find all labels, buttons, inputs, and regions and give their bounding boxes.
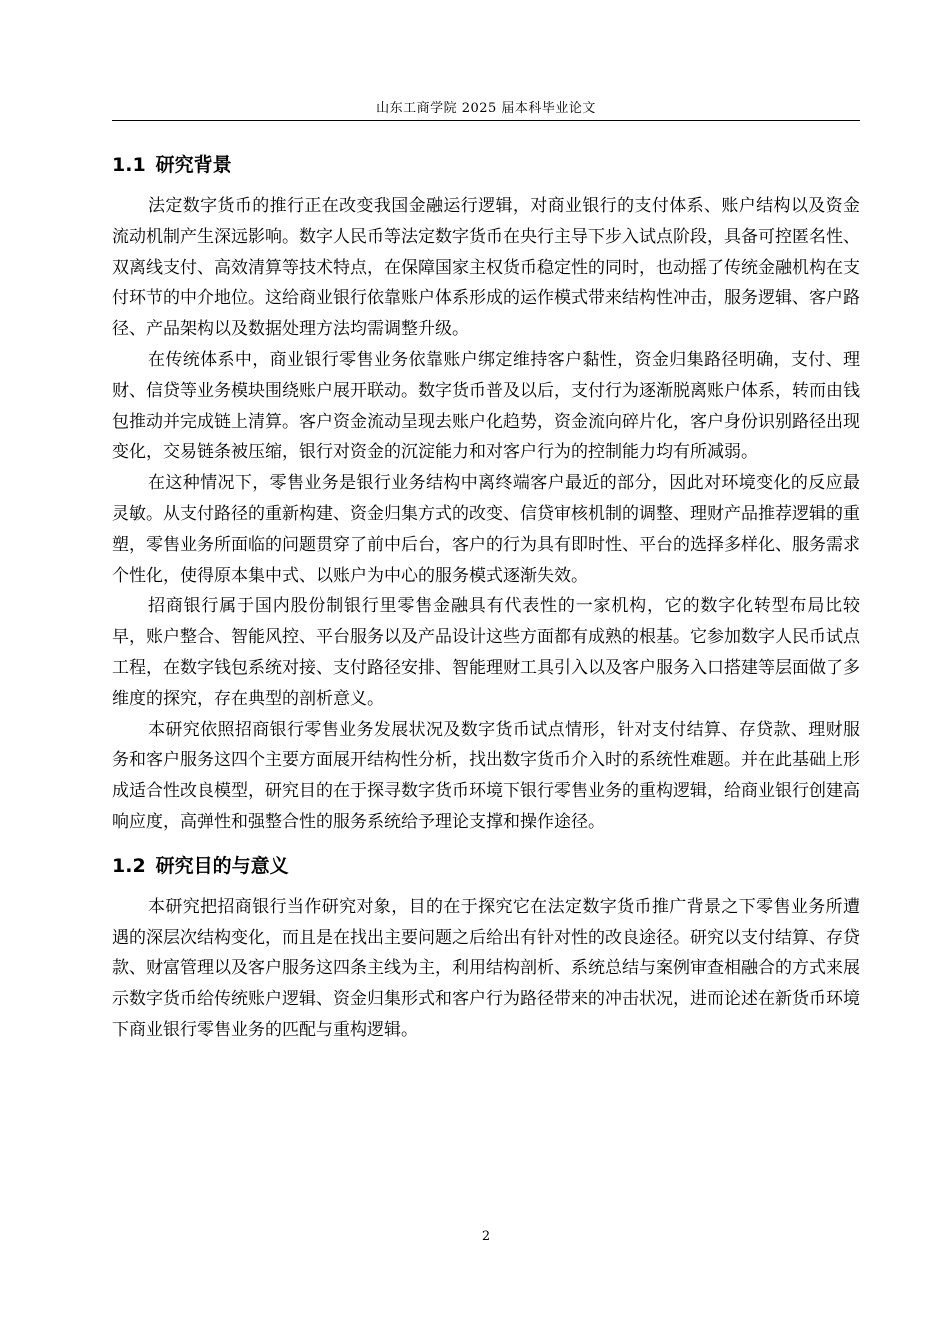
section-title: 研究目的与意义 [155,854,289,877]
paragraph: 招商银行属于国内股份制银行里零售金融具有代表性的一家机构，它的数字化转型布局比较早，账户整合、智能风控、平台服务以及产品设计这些方面都有成熟的根基。它参加数字人民币试点工程，在数字钱包系统对接、支付路径安排、智能理财工具引入以及客户服务入口搭建等层面做了多维度的探究，存在典型的剖析意义。 [112,596,860,709]
section-number: 1.1 [112,154,146,176]
paragraph: 本研究把招商银行当作研究对象，目的在于探究它在法定数字货币推广背景之下零售业务所遭遇的深层次结构变化，而且是在找出主要问题之后给出有针对性的改良途径。研究以支付结算、存贷款、财富管理以及客户服务这四条主线为主，利用结构剖析、系统总结与案例审查相融合的方式来展示数字货币给传统账户逻辑、资金归集形式和客户行为路径带来的冲击状况，进而论述在新货币环境下商业银行零售业务的匹配与重构逻辑。 [112,896,860,1040]
paragraph: 在传统体系中，商业银行零售业务依靠账户绑定维持客户黏性，资金归集路径明确，支付、理财、信贷等业务模块围绕账户展开联动。数字货币普及以后，支付行为逐渐脱离账户体系，转而由钱包推动并完成链上清算。客户资金流动呈现去账户化趋势，资金流向碎片化，客户身份识别路径出现变化，交易链条被压缩，银行对资金的沉淀能力和对客户行为的控制能力均有所减弱。 [112,349,860,463]
section-number: 1.2 [112,854,146,877]
paragraph: 法定数字货币的推行正在改变我国金融运行逻辑，对商业银行的支付体系、账户结构以及资金流动机制产生深远影响。数字人民币等法定数字货币在央行主导下步入试点阶段，具备可控匿名性、双离线支付、高效清算等技术特点，在保障国家主权货币稳定性的同时，也动摇了传统金融机构在支付环节的中介地位。这给商业银行依靠账户体系形成的运作模式带来结构性冲击，服务逻辑、客户路径、产品架构以及数据处理方法均需调整升级。 [112,196,860,340]
page-body [112,148,860,1046]
header-rule [112,120,860,121]
section-title: 研究背景 [155,154,232,176]
paragraph: 本研究依照招商银行零售业务发展状况及数字货币试点情形，针对支付结算、存贷款、理财服务和客户服务这四个主要方面展开结构性分析，找出数字货币介入时的系统性难题。并在此基础上形成适合性改良模型，研究目的在于探寻数字货币环境下银行零售业务的重构逻辑，给商业银行创建高响应度，高弹性和强整合性的服务系统给予理论支撑和操作途径。 [112,719,860,832]
paragraph: 在这种情况下，零售业务是银行业务结构中离终端客户最近的部分，因此对环境变化的反应最灵敏。从支付路径的重新构建、资金归集方式的改变、信贷审核机制的调整、理财产品推荐逻辑的重塑，零售业务所面临的问题贯穿了前中后台，客户的行为具有即时性、平台的选择多样化、服务需求个性化，使得原本集中式、以账户为中心的服务模式逐渐失效。 [112,473,860,586]
section-heading-1-2 [112,849,860,883]
running-header: 山东工商学院 2025 届本科毕业论文 [376,101,596,116]
page-number: 2 [481,1229,491,1244]
section-heading-1-1 [112,148,860,182]
